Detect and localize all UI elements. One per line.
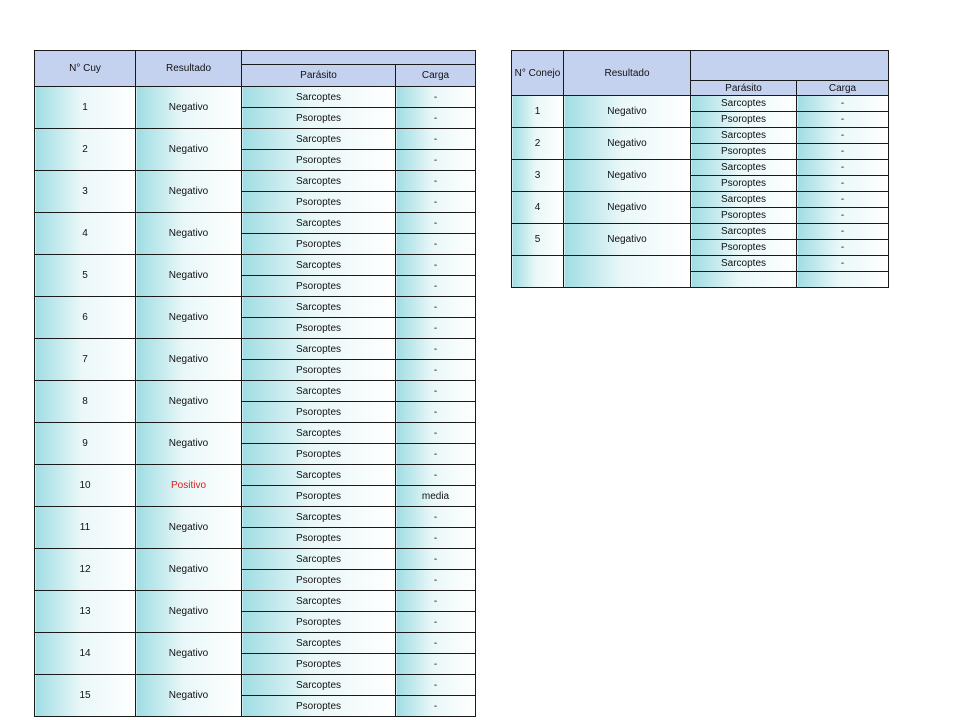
- parasite-cell: Psoroptes: [242, 444, 396, 465]
- conejo-row: [512, 192, 889, 208]
- cuy-results-table: [34, 50, 476, 717]
- load-cell: -: [797, 96, 889, 112]
- load-cell: -: [396, 612, 476, 633]
- header-parasite: Parásito: [691, 81, 797, 96]
- result-cell: Negativo: [136, 87, 242, 129]
- parasite-cell: Sarcoptes: [691, 160, 797, 176]
- load-cell: -: [396, 213, 476, 234]
- parasite-cell: Psoroptes: [691, 144, 797, 160]
- parasite-cell: Sarcoptes: [242, 633, 396, 654]
- result-cell: Positivo: [136, 465, 242, 507]
- parasite-cell: Sarcoptes: [242, 423, 396, 444]
- result-cell: Negativo: [136, 423, 242, 465]
- result-cell: Negativo: [136, 339, 242, 381]
- cuy-row: [35, 171, 476, 192]
- cuy-number-cell: 11: [35, 507, 136, 549]
- load-cell: -: [396, 297, 476, 318]
- header-conejo-number: N° Conejo: [512, 51, 564, 96]
- result-cell: Negativo: [564, 224, 691, 256]
- parasite-cell: Psoroptes: [691, 240, 797, 256]
- load-cell: -: [396, 108, 476, 129]
- parasite-cell: Psoroptes: [242, 150, 396, 171]
- parasite-cell: Sarcoptes: [242, 213, 396, 234]
- load-cell: -: [396, 591, 476, 612]
- load-cell: -: [396, 234, 476, 255]
- parasite-cell: Psoroptes: [242, 276, 396, 297]
- cuy-row: [35, 507, 476, 528]
- cuy-row: [35, 255, 476, 276]
- load-cell: -: [396, 465, 476, 486]
- conejo-results-table: [511, 50, 889, 288]
- result-cell: Negativo: [136, 675, 242, 717]
- load-cell: -: [797, 224, 889, 240]
- parasite-cell: Psoroptes: [242, 612, 396, 633]
- result-cell: Negativo: [564, 128, 691, 160]
- conejo-number-cell: 4: [512, 192, 564, 224]
- result-cell: Negativo: [564, 160, 691, 192]
- load-cell: -: [396, 360, 476, 381]
- conejo-row: [512, 224, 889, 240]
- conejo-number-cell: 1: [512, 96, 564, 128]
- cuy-row: [35, 297, 476, 318]
- cuy-number-cell: 15: [35, 675, 136, 717]
- load-cell: -: [396, 339, 476, 360]
- parasite-cell: Psoroptes: [242, 234, 396, 255]
- cuy-number-cell: 3: [35, 171, 136, 213]
- header-blank: [691, 51, 889, 81]
- result-cell: Negativo: [136, 591, 242, 633]
- header-load: Carga: [797, 81, 889, 96]
- conejo-row: [512, 256, 889, 272]
- cuy-number-cell: 4: [35, 213, 136, 255]
- load-cell: -: [396, 528, 476, 549]
- header-result: Resultado: [564, 51, 691, 96]
- cuy-number-cell: 1: [35, 87, 136, 129]
- cuy-number-cell: 12: [35, 549, 136, 591]
- conejo-row: [512, 128, 889, 144]
- load-cell: -: [396, 549, 476, 570]
- cuy-row: [35, 675, 476, 696]
- cuy-number-cell: 6: [35, 297, 136, 339]
- cuy-row: [35, 633, 476, 654]
- parasite-cell: Sarcoptes: [242, 255, 396, 276]
- load-cell: -: [396, 87, 476, 108]
- conejo-number-cell: 5: [512, 224, 564, 256]
- parasite-cell: Sarcoptes: [691, 256, 797, 272]
- cuy-row: [35, 213, 476, 234]
- parasite-cell: Psoroptes: [242, 318, 396, 339]
- cuy-row: [35, 87, 476, 108]
- cuy-number-cell: 10: [35, 465, 136, 507]
- parasite-cell: Sarcoptes: [242, 171, 396, 192]
- conejo-row: [512, 160, 889, 176]
- parasite-cell: Sarcoptes: [242, 549, 396, 570]
- parasite-cell: Sarcoptes: [691, 224, 797, 240]
- conejo-number-cell: [512, 256, 564, 288]
- parasite-cell: Psoroptes: [242, 360, 396, 381]
- load-cell: -: [396, 150, 476, 171]
- load-cell: -: [797, 256, 889, 272]
- cuy-row: [35, 465, 476, 486]
- load-cell: -: [396, 318, 476, 339]
- load-cell: -: [396, 570, 476, 591]
- parasite-cell: Psoroptes: [242, 486, 396, 507]
- result-cell: Negativo: [136, 129, 242, 171]
- parasite-cell: Sarcoptes: [242, 129, 396, 150]
- result-cell: Negativo: [136, 507, 242, 549]
- load-cell: -: [396, 255, 476, 276]
- cuy-row: [35, 591, 476, 612]
- header-result: Resultado: [136, 51, 242, 87]
- load-cell: -: [396, 507, 476, 528]
- load-cell: -: [797, 112, 889, 128]
- parasite-cell: [691, 272, 797, 288]
- result-cell: Negativo: [136, 549, 242, 591]
- load-cell: -: [396, 696, 476, 717]
- cuy-row: [35, 339, 476, 360]
- load-cell: -: [396, 192, 476, 213]
- result-cell: Negativo: [136, 381, 242, 423]
- load-cell: -: [797, 128, 889, 144]
- cuy-row: [35, 549, 476, 570]
- cuy-row: [35, 423, 476, 444]
- load-cell: -: [797, 144, 889, 160]
- header-load: Carga: [396, 65, 476, 87]
- result-cell: [564, 256, 691, 288]
- parasite-cell: Sarcoptes: [242, 381, 396, 402]
- cuy-number-cell: 9: [35, 423, 136, 465]
- cuy-number-cell: 8: [35, 381, 136, 423]
- parasite-cell: Psoroptes: [242, 654, 396, 675]
- result-cell: Negativo: [136, 633, 242, 675]
- conejo-number-cell: 2: [512, 128, 564, 160]
- load-cell: media: [396, 486, 476, 507]
- load-cell: -: [797, 176, 889, 192]
- load-cell: -: [396, 402, 476, 423]
- parasite-cell: Psoroptes: [242, 108, 396, 129]
- conejo-number-cell: 3: [512, 160, 564, 192]
- parasite-cell: Sarcoptes: [691, 96, 797, 112]
- result-cell: Negativo: [136, 213, 242, 255]
- parasite-cell: Psoroptes: [242, 570, 396, 591]
- parasite-cell: Psoroptes: [691, 208, 797, 224]
- header-cuy-number: N° Cuy: [35, 51, 136, 87]
- load-cell: -: [797, 240, 889, 256]
- cuy-number-cell: 5: [35, 255, 136, 297]
- parasite-cell: Psoroptes: [242, 696, 396, 717]
- cuy-number-cell: 14: [35, 633, 136, 675]
- parasite-cell: Sarcoptes: [242, 297, 396, 318]
- load-cell: -: [396, 276, 476, 297]
- load-cell: -: [396, 129, 476, 150]
- parasite-cell: Psoroptes: [242, 402, 396, 423]
- cuy-number-cell: 7: [35, 339, 136, 381]
- load-cell: -: [396, 171, 476, 192]
- load-cell: -: [797, 208, 889, 224]
- parasite-cell: Sarcoptes: [242, 87, 396, 108]
- cuy-number-cell: 2: [35, 129, 136, 171]
- parasite-cell: Psoroptes: [242, 528, 396, 549]
- parasite-cell: Sarcoptes: [242, 339, 396, 360]
- result-cell: Negativo: [136, 255, 242, 297]
- load-cell: -: [396, 381, 476, 402]
- result-cell: Negativo: [564, 192, 691, 224]
- load-cell: -: [396, 675, 476, 696]
- parasite-cell: Sarcoptes: [242, 507, 396, 528]
- load-cell: -: [797, 160, 889, 176]
- cuy-row: [35, 381, 476, 402]
- header-blank: [242, 51, 476, 65]
- parasite-cell: Sarcoptes: [691, 128, 797, 144]
- result-cell: Negativo: [136, 297, 242, 339]
- parasite-cell: Psoroptes: [242, 192, 396, 213]
- conejo-table-body: [512, 51, 889, 288]
- parasite-cell: Psoroptes: [691, 176, 797, 192]
- load-cell: -: [797, 192, 889, 208]
- parasite-cell: Sarcoptes: [691, 192, 797, 208]
- result-cell: Negativo: [136, 171, 242, 213]
- conejo-row: [512, 96, 889, 112]
- parasite-cell: Sarcoptes: [242, 591, 396, 612]
- parasite-cell: Psoroptes: [691, 112, 797, 128]
- parasite-cell: Sarcoptes: [242, 465, 396, 486]
- header-parasite: Parásito: [242, 65, 396, 87]
- load-cell: [797, 272, 889, 288]
- cuy-number-cell: 13: [35, 591, 136, 633]
- parasite-cell: Sarcoptes: [242, 675, 396, 696]
- cuy-row: [35, 129, 476, 150]
- cuy-table-body: [35, 51, 476, 717]
- load-cell: -: [396, 444, 476, 465]
- load-cell: -: [396, 633, 476, 654]
- load-cell: -: [396, 654, 476, 675]
- load-cell: -: [396, 423, 476, 444]
- result-cell: Negativo: [564, 96, 691, 128]
